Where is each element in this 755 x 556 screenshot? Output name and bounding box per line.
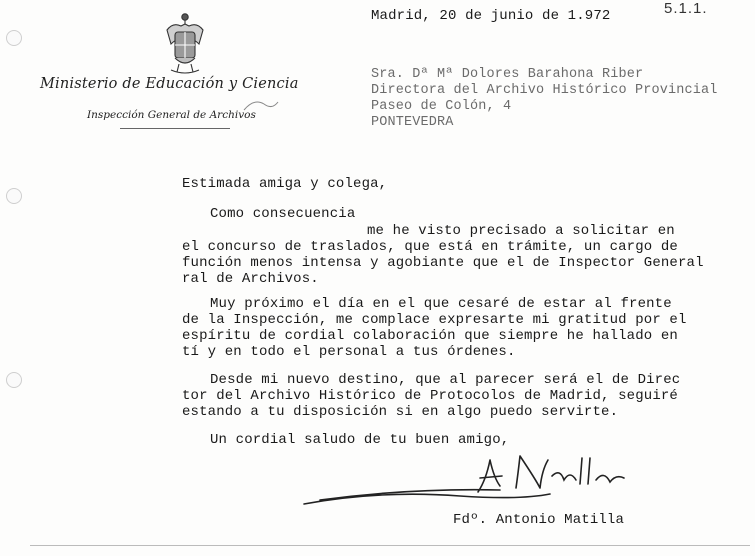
body-line: tor del Archivo Histórico de Protocolos de Madrid, seguiré [182, 388, 678, 404]
punch-hole-icon [6, 372, 22, 388]
recipient-line: Paseo de Colón, 4 [371, 99, 512, 114]
body-line: ral de Archivos. [182, 271, 319, 287]
recipient-line: PONTEVEDRA [371, 115, 454, 130]
body-line: función menos intensa y agobiante que el de Inspector General [182, 255, 704, 271]
punch-hole-icon [6, 188, 22, 204]
reference-mark: 5.1.1. [664, 0, 708, 17]
office-name: Inspección General de Archivos [87, 109, 256, 121]
letterhead-rule [120, 128, 230, 129]
body-line: Muy próximo el día en el que cesaré de estar al frente [210, 296, 672, 312]
body-line: espíritu de cordial colaboración que siempre he hallado en [182, 328, 678, 344]
spanish-eagle-coat-of-arms-icon [163, 10, 207, 76]
ministry-name: Ministerio de Educación y Ciencia [40, 76, 299, 92]
recipient-line: Directora del Archivo Histórico Provincial [371, 83, 718, 98]
recipient-line: Sra. Dª Mª Dolores Barahona Riber [371, 67, 644, 82]
body-line: el concurso de traslados, que está en trámite, un cargo de [182, 239, 678, 255]
closing-line: Un cordial saludo de tu buen amigo, [210, 432, 510, 448]
body-line: tí y en todo el personal a tus órdenes. [182, 344, 516, 360]
handwritten-signature [290, 440, 630, 510]
punch-hole-icon [6, 30, 22, 46]
body-line: estando a tu disposición si en algo puedo servirte. [182, 404, 619, 420]
greeting: Estimada amiga y colega, [182, 176, 388, 192]
body-line: me he visto precisado a solicitar en [367, 223, 675, 239]
page-edge-rule [30, 545, 750, 546]
date-line: Madrid, 20 de junio de 1.972 [371, 8, 611, 24]
signature-name: Fdº. Antonio Matilla [453, 512, 625, 528]
body-line: Como consecuencia [210, 206, 356, 222]
body-line: Desde mi nuevo destino, que al parecer será el de Direc [210, 372, 681, 388]
body-line: de la Inspección, me complace expresarte mi gratitud por el [182, 312, 687, 328]
